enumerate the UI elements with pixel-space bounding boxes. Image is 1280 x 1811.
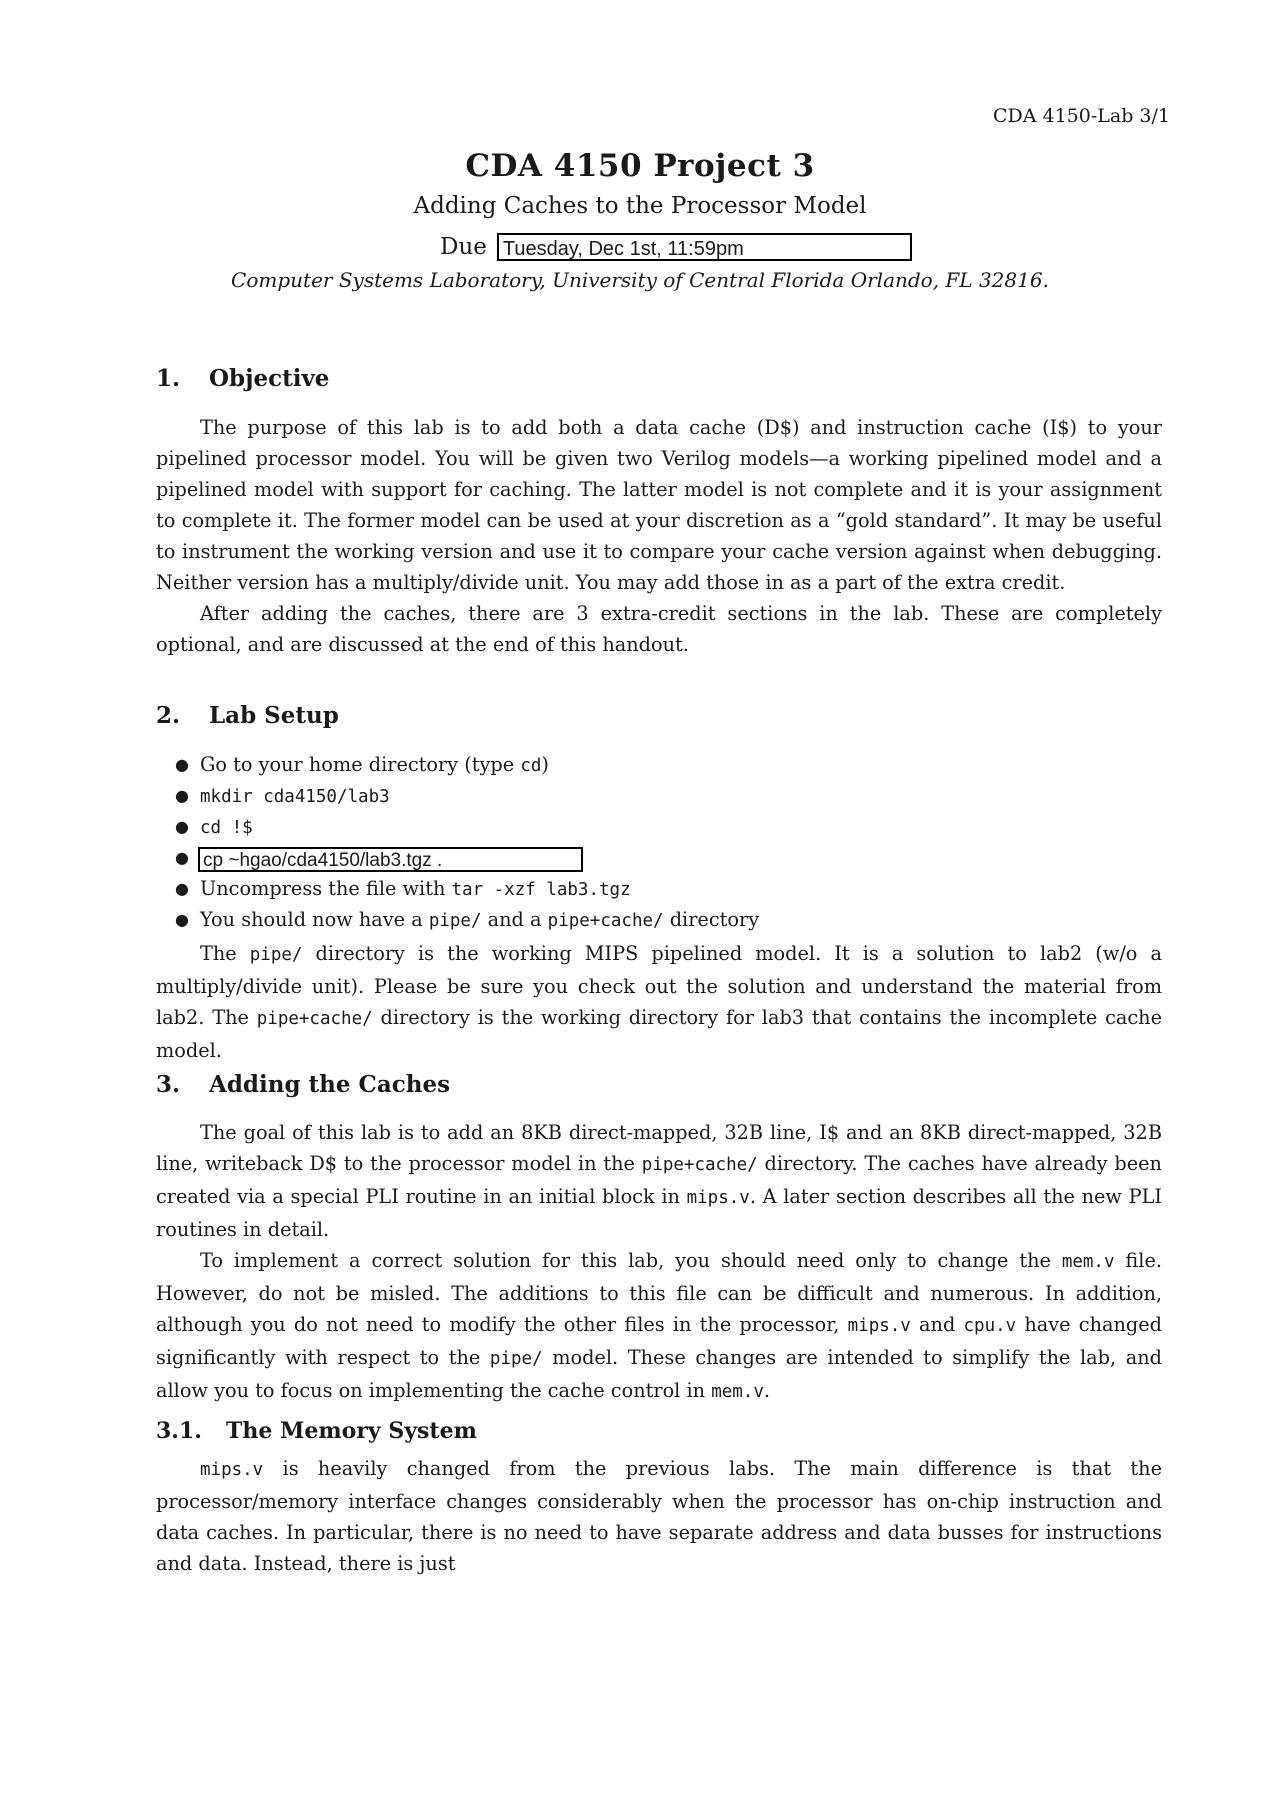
memory-paragraph: mips.v is heavily changed from the previous labs. The main difference is that the processor/memory interface changes considerably when the processor has on-chip instruction and data caches. In particular, there is no need to have separate address and data busses for instructions and data. Instead, there is just xyxy=(156,1457,1162,1575)
section-title: Lab Setup xyxy=(209,702,339,729)
section-memory-heading xyxy=(156,1418,477,1444)
section-title: The Memory System xyxy=(226,1418,477,1444)
section-number: 2. xyxy=(156,702,181,729)
bullet-icon: ● xyxy=(175,848,189,867)
bullet-icon: ● xyxy=(175,910,189,929)
section-caches-heading xyxy=(156,1071,450,1098)
objective-paragraph-1: The purpose of this lab is to add both a data cache (D$) and instruction cache (I$) to your pipelined processor model. You will be given two Verilog models—a working pipelined model and a pipelined model with support for caching. The latter model is not complete and it is your assignment to complete it. The former model can be used at your discretion as a “gold standard”. It may be useful to instrument the working version and use it to compare your cache version against when debugging. Neither version has a multiply/divide unit. You may add those in as a part of the extra credit. xyxy=(156,416,1162,594)
section-number: 3.1. xyxy=(156,1418,202,1444)
setup-body xyxy=(156,938,1162,1066)
list-item: ● You should now have a pipe/ and a pipe+cache/ directory xyxy=(156,904,1162,935)
copy-command-field[interactable]: cp ~hgao/cda4150/lab3.tgz . xyxy=(198,847,583,872)
page-reference: CDA 4150-Lab 3/1 xyxy=(992,105,1170,127)
objective-paragraph-2: After adding the caches, there are 3 extra-credit sections in the lab. These are completely optional, and are discussed at the end of this handout. xyxy=(156,602,1162,656)
list-item xyxy=(156,842,1162,873)
bullet-icon: ● xyxy=(175,755,189,774)
objective-body xyxy=(156,412,1162,660)
bullet-icon: ● xyxy=(175,817,189,836)
section-title: Objective xyxy=(209,365,330,392)
affiliation: Computer Systems Laboratory, University of Central Florida Orlando, FL 32816. xyxy=(231,268,1049,292)
list-item: ● cd !$ xyxy=(156,811,1162,842)
section-title: Adding the Caches xyxy=(209,1071,451,1098)
memory-body xyxy=(156,1453,1162,1579)
due-label: Due xyxy=(440,234,487,260)
setup-paragraph: The pipe/ directory is the working MIPS pipelined model. It is a solution to lab2 (w/o a multiply/divide unit). Please be sure you check out the solution and understand the material from lab2. The pipe+cache/ directory is the working directory for lab3 that contains the incomplete cache model. xyxy=(156,942,1162,1062)
due-date-field[interactable]: Tuesday, Dec 1st, 11:59pm xyxy=(497,233,912,261)
caches-paragraph-2: To implement a correct solution for this lab, you should need only to change the mem.v file. However, do not be misled. The additions to this file can be difficult and numerous. In addition, although you do not need to modify the other files in the processor, mips.v and cpu.v have changed significantly with respect to the pipe/ model. These changes are intended to simplify the lab, and allow you to focus on implementing the cache control in mem.v. xyxy=(156,1249,1163,1402)
section-number: 1. xyxy=(156,365,181,392)
caches-paragraph-1: The goal of this lab is to add an 8KB direct-mapped, 32B line, I$ and an 8KB direct-mapped, 32B line, writeback D$ to the processor model in the pipe+cache/ directory. The caches have already been created via a special PLI routine in an initial block in mips.v. A later section describes all the new PLI routines in detail. xyxy=(156,1121,1163,1241)
list-item: ● mkdir cda4150/lab3 xyxy=(156,780,1162,811)
document-title: CDA 4150 Project 3 xyxy=(465,148,815,184)
section-objective-heading xyxy=(156,365,329,392)
due-date-row xyxy=(440,231,912,263)
list-item: ● Uncompress the file with tar -xzf lab3.tgz xyxy=(156,873,1162,904)
list-item: ● Go to your home directory (type cd) xyxy=(156,749,1162,780)
caches-body xyxy=(156,1117,1162,1408)
bullet-icon: ● xyxy=(175,786,189,805)
setup-steps-list xyxy=(156,749,1162,935)
bullet-icon: ● xyxy=(175,879,189,898)
document-subtitle: Adding Caches to the Processor Model xyxy=(413,193,867,219)
section-setup-heading xyxy=(156,702,339,729)
section-number: 3. xyxy=(156,1071,181,1098)
